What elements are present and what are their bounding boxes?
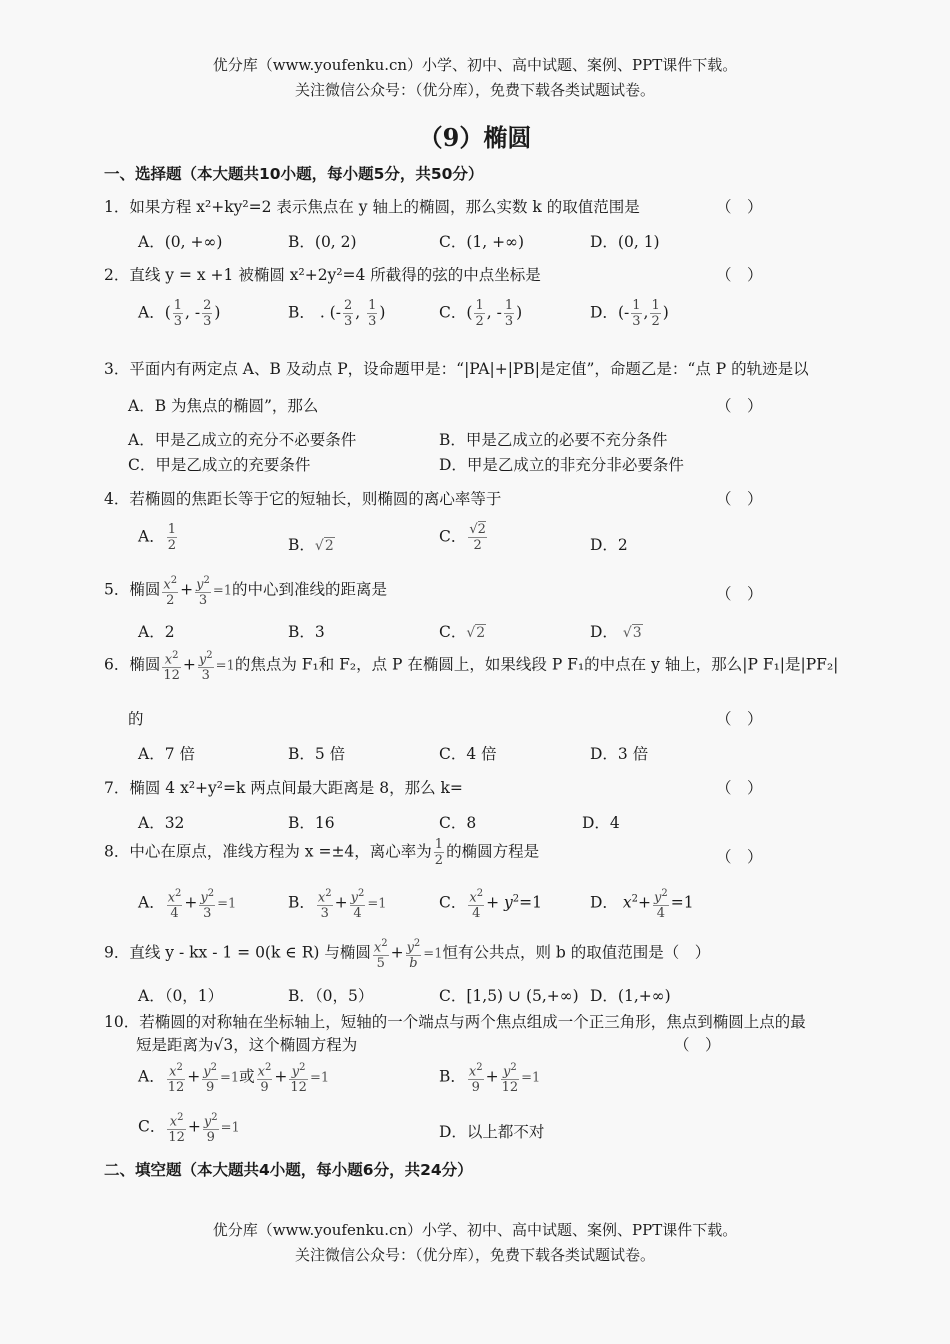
page-header bbox=[0, 53, 950, 103]
answer-paren: （ ） bbox=[716, 848, 763, 866]
page-footer bbox=[0, 1218, 950, 1268]
q8-option-a: A． $\frac{x^2}{4}$ + $\frac{y^2}{3}$ =1 bbox=[138, 888, 237, 922]
q10-option-c: C． $\frac{x^2}{12}$ + $\frac{y^2}{9}$ =1 bbox=[138, 1112, 240, 1146]
answer-paren: （ ） bbox=[674, 1036, 721, 1054]
q6-option-d: D．3 倍 bbox=[590, 745, 649, 763]
header-line-2: 关注微信公众号：（优分库），免费下载各类试题试卷。 bbox=[294, 81, 655, 99]
q10-option-b: B． $\frac{x^2}{9}$ + $\frac{y^2}{12}$ =1 bbox=[439, 1062, 541, 1096]
question-8-stem: 8．中心在原点，准线方程为 x =±4，离心率为 $\frac{1}{2}$ 的椭圆方程是 bbox=[104, 837, 540, 868]
question-6-stem: 6．椭圆 $\frac{x^2}{12}$ + $\frac{y^2}{3}$ =1的焦点为 F₁和 F₂，点 P 在椭圆上，如果线段 P F₁的中点在 y 轴上，那么|P F₁|是|PF₂| bbox=[104, 650, 839, 684]
q2-option-c: C．( $\frac{1}{2}$ , - $\frac{1}{3}$ ) bbox=[439, 298, 523, 329]
q2-option-a: A．( $\frac{1}{3}$ , - $\frac{2}{3}$ ) bbox=[138, 298, 221, 329]
section-fill-in: 二、填空题（本大题共4小题，每小题6分，共24分） bbox=[104, 1161, 473, 1179]
q6-option-a: A．7 倍 bbox=[138, 745, 195, 763]
question-9-stem: 9．直线 y - kx - 1 = 0(k ∈ R) 与椭圆 $\frac{x^2}{5}$ + $\frac{y^2}{b}$ =1恒有公共点，则 b 的取值范围是（ ） bbox=[104, 938, 711, 972]
q2-option-d: D．(- $\frac{1}{3}$ , $\frac{1}{2}$ ) bbox=[590, 298, 669, 329]
answer-paren: （ ） bbox=[716, 266, 763, 284]
question-1-stem: 1．如果方程 x²+ky²=2 表示焦点在 y 轴上的椭圆，那么实数 k 的取值范围是 bbox=[104, 198, 640, 216]
page-title: （9）椭圆 bbox=[418, 123, 532, 152]
q9-option-b: B．（0，5） bbox=[288, 987, 374, 1005]
question-3-stem: 3．平面内有两定点 A、B 及动点 P，设命题甲是：“|PA|+|PB|是定值”，命题乙是：“点 P 的轨迹是以 bbox=[104, 360, 809, 378]
q3-option-a: A．甲是乙成立的充分不必要条件 bbox=[128, 431, 357, 449]
question-3-stem-cont: A．B 为焦点的椭圆”，那么 bbox=[128, 397, 319, 415]
q3-option-d: D．甲是乙成立的非充分非必要条件 bbox=[439, 456, 684, 474]
q8-option-b: B． $\frac{x^2}{3}$ + $\frac{y^2}{4}$ =1 bbox=[288, 888, 387, 922]
question-2-stem: 2．直线 y = x +1 被椭圆 x²+2y²=4 所截得的弦的中点坐标是 bbox=[104, 266, 541, 284]
section-multiple-choice: 一、选择题（本大题共10小题，每小题5分，共50分） bbox=[104, 165, 484, 183]
q3-option-c: C．甲是乙成立的充要条件 bbox=[128, 456, 311, 474]
footer-line-2: 关注微信公众号：（优分库），免费下载各类试题试卷。 bbox=[294, 1246, 655, 1264]
q1-option-a: A．(0, +∞) bbox=[138, 233, 223, 251]
q6-option-c: C．4 倍 bbox=[439, 745, 497, 763]
q8-option-c: C． $\frac{x^2}{4}$ + $y^2=1$ bbox=[439, 888, 543, 922]
q5-option-b: B．3 bbox=[288, 623, 325, 641]
header-line-1: 优分库（www.youfenku.cn）小学、初中、高中试题、案例、PPT课件下载。 bbox=[212, 56, 738, 74]
question-6-stem-cont: 的 bbox=[128, 710, 144, 728]
question-4-stem: 4．若椭圆的焦距长等于它的短轴长，则椭圆的离心率等于 bbox=[104, 490, 502, 508]
q9-option-a: A．（0，1） bbox=[138, 987, 224, 1005]
q7-option-d: D．4 bbox=[582, 814, 620, 832]
q8-option-d: D． $x^2+$ $\frac{y^2}{4}$ =1 bbox=[590, 888, 694, 922]
answer-paren: （ ） bbox=[716, 397, 763, 415]
answer-paren: （ ） bbox=[716, 779, 763, 797]
q5-option-c: C．√2 bbox=[439, 623, 486, 641]
q4-option-c: C． $\frac{√2}{2}$ bbox=[439, 522, 486, 553]
q9-option-d: D．(1,+∞) bbox=[590, 987, 671, 1005]
question-7-stem: 7．椭圆 4 x²+y²=k 两点间最大距离是 8，那么 k= bbox=[104, 779, 463, 797]
q2-option-b: B． . (- $\frac{2}{3}$ , $\frac{1}{3}$ ) bbox=[288, 298, 386, 329]
question-10-stem-cont: 短是距离为√3，这个椭圆方程为 bbox=[136, 1036, 358, 1054]
answer-paren: （ ） bbox=[716, 490, 763, 508]
q1-option-d: D．(0, 1) bbox=[590, 233, 660, 251]
q7-option-a: A．32 bbox=[138, 814, 185, 832]
q1-option-b: B．(0, 2) bbox=[288, 233, 357, 251]
q1-option-c: C．(1, +∞) bbox=[439, 233, 525, 251]
q6-option-b: B．5 倍 bbox=[288, 745, 346, 763]
footer-line-1: 优分库（www.youfenku.cn）小学、初中、高中试题、案例、PPT课件下载。 bbox=[212, 1221, 738, 1239]
q7-option-c: C．8 bbox=[439, 814, 477, 832]
q10-option-a: A． $\frac{x^2}{12}$ + $\frac{y^2}{9}$ =1或 $\frac{x^2}{9}$ + $\frac{y^2}{12}$ =1 bbox=[138, 1062, 330, 1096]
q10-option-d: D．以上都不对 bbox=[439, 1123, 545, 1141]
q7-option-b: B．16 bbox=[288, 814, 335, 832]
question-5-stem: 5．椭圆 $\frac{x^2}{2}$ + $\frac{y^2}{3}$ =1的中心到准线的距离是 bbox=[104, 575, 388, 609]
answer-paren: （ ） bbox=[716, 710, 763, 728]
q3-option-b: B．甲是乙成立的必要不充分条件 bbox=[439, 431, 668, 449]
q4-option-d: D．2 bbox=[590, 536, 628, 554]
q4-option-a: A． $\frac{1}{2}$ bbox=[138, 522, 176, 553]
q5-option-d: D． √3 bbox=[590, 623, 642, 641]
answer-paren: （ ） bbox=[716, 198, 763, 216]
q9-option-c: C．[1,5) ∪ (5,+∞) bbox=[439, 987, 579, 1005]
q4-option-b: B．√2 bbox=[288, 536, 334, 554]
q5-option-a: A．2 bbox=[138, 623, 175, 641]
question-10-stem: 10．若椭圆的对称轴在坐标轴上，短轴的一个端点与两个焦点组成一个正三角形，焦点到椭圆上点的最 bbox=[104, 1013, 806, 1031]
answer-paren: （ ） bbox=[716, 585, 763, 603]
